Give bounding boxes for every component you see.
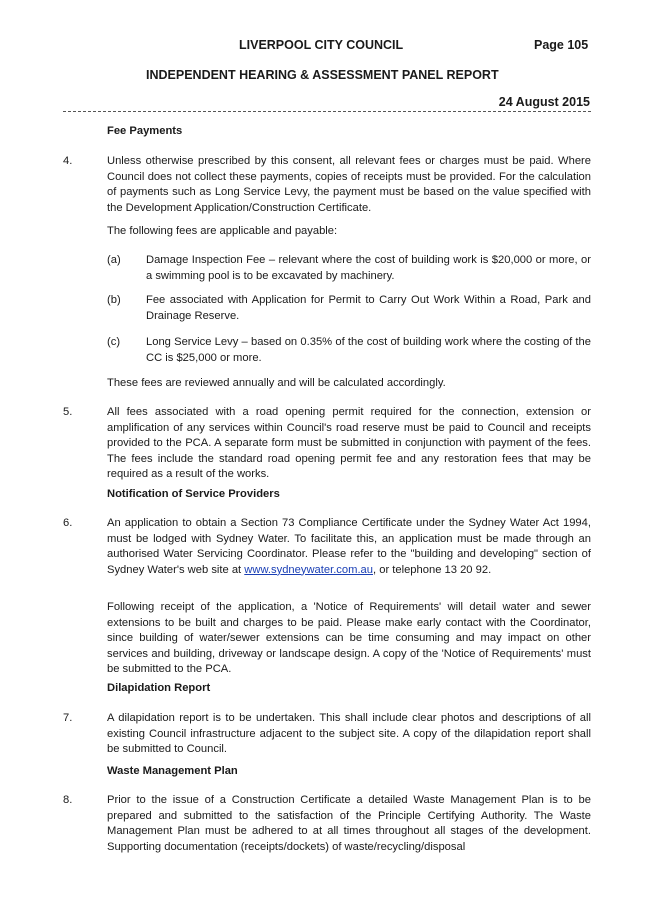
notice-requirements-paragraph: Following receipt of the application, a 'Notice of Requirements' will detail water and sewer extensions to be built and charges to be paid. Please make early contact with the Coordinator, since building of water/sewer extensions can be time consuming and may impact on other services and building, driveway or landscape design. A copy of the 'Notice of Requirements' must be submitted to the PCA. xyxy=(107,601,591,675)
heading-dilapidation-report: Dilapidation Report xyxy=(107,682,211,694)
sydney-water-link[interactable]: www.sydneywater.com.au xyxy=(244,563,373,576)
item-6-text-before: An application to obtain a Section 73 Compliance Certificate under the Sydney Water Act 1994, must be lodged with Sydney Water. To facilitate this, an application must be made through an authorised Water Servicing Coordinator. Please refer to the "building and developing" section of Sydney Water's web site at xyxy=(107,517,591,576)
heading-service-providers: Notification of Service Providers xyxy=(107,488,280,500)
sub-label-b: (b) xyxy=(107,294,121,306)
item-6-text xyxy=(107,516,591,578)
fees-intro: The following fees are applicable and payable: xyxy=(107,225,338,237)
item-8-text: Prior to the issue of a Construction Certificate a detailed Waste Management Plan is to be prepared and submitted to the satisfaction of the Principle Certifying Authority. The Waste Management Plan must be adhered to at all times throughout all stages of the development. Supporting documentation (receipts/dockets) of waste/recycling/disposal xyxy=(107,794,591,853)
report-date: 24 August 2015 xyxy=(498,95,590,109)
sub-text-b: Fee associated with Application for Permit to Carry Out Work Within a Road, Park and Drainage Reserve. xyxy=(146,294,591,322)
item-4-text: Unless otherwise prescribed by this consent, all relevant fees or charges must be paid. Where Council does not collect these payments, copies of receipts must be provided. For the calculation of payments such as Long Service Levy, the payment must be based on the value specified with the Development Application/Construction Certificate. xyxy=(107,155,591,214)
page-number: Page 105 xyxy=(534,38,589,52)
heading-waste-management: Waste Management Plan xyxy=(107,765,238,777)
report-title: INDEPENDENT HEARING & ASSESSMENT PANEL REPORT xyxy=(146,68,499,82)
sub-label-a: (a) xyxy=(107,254,121,266)
item-number-8: 8. xyxy=(63,794,73,806)
item-5-text: All fees associated with a road opening permit required for the connection, extension or amplification of any services within Council's road reserve must be paid to Council and receipts provided to the PCA. A separate form must be submitted in conjunction with payment of the fees. The fees include the standard road opening permit fee and any restoration fees that may be required as a result of the works. xyxy=(107,406,591,480)
heading-fee-payments: Fee Payments xyxy=(107,125,183,137)
council-name: LIVERPOOL CITY COUNCIL xyxy=(239,38,404,52)
item-7-text: A dilapidation report is to be undertaken. This shall include clear photos and descriptions of all existing Council infrastructure adjacent to the subject site. A copy of the dilapidation report shall be submitted to Council. xyxy=(107,712,591,755)
sub-label-c: (c) xyxy=(107,336,121,348)
item-number-6: 6. xyxy=(63,517,73,529)
header-divider xyxy=(63,111,591,112)
sub-text-c: Long Service Levy – based on 0.35% of the cost of building work where the costing of the CC is $25,000 or more. xyxy=(146,336,591,364)
fees-review-note: These fees are reviewed annually and will be calculated accordingly. xyxy=(107,377,446,389)
item-6-text-after: , or telephone 13 20 92. xyxy=(373,563,492,576)
item-number-5: 5. xyxy=(63,406,73,418)
item-number-7: 7. xyxy=(63,712,73,724)
sub-text-a: Damage Inspection Fee – relevant where the cost of building work is $20,000 or more, or a swimming pool is to be excavated by machinery. xyxy=(146,254,591,282)
item-number-4: 4. xyxy=(63,155,73,167)
